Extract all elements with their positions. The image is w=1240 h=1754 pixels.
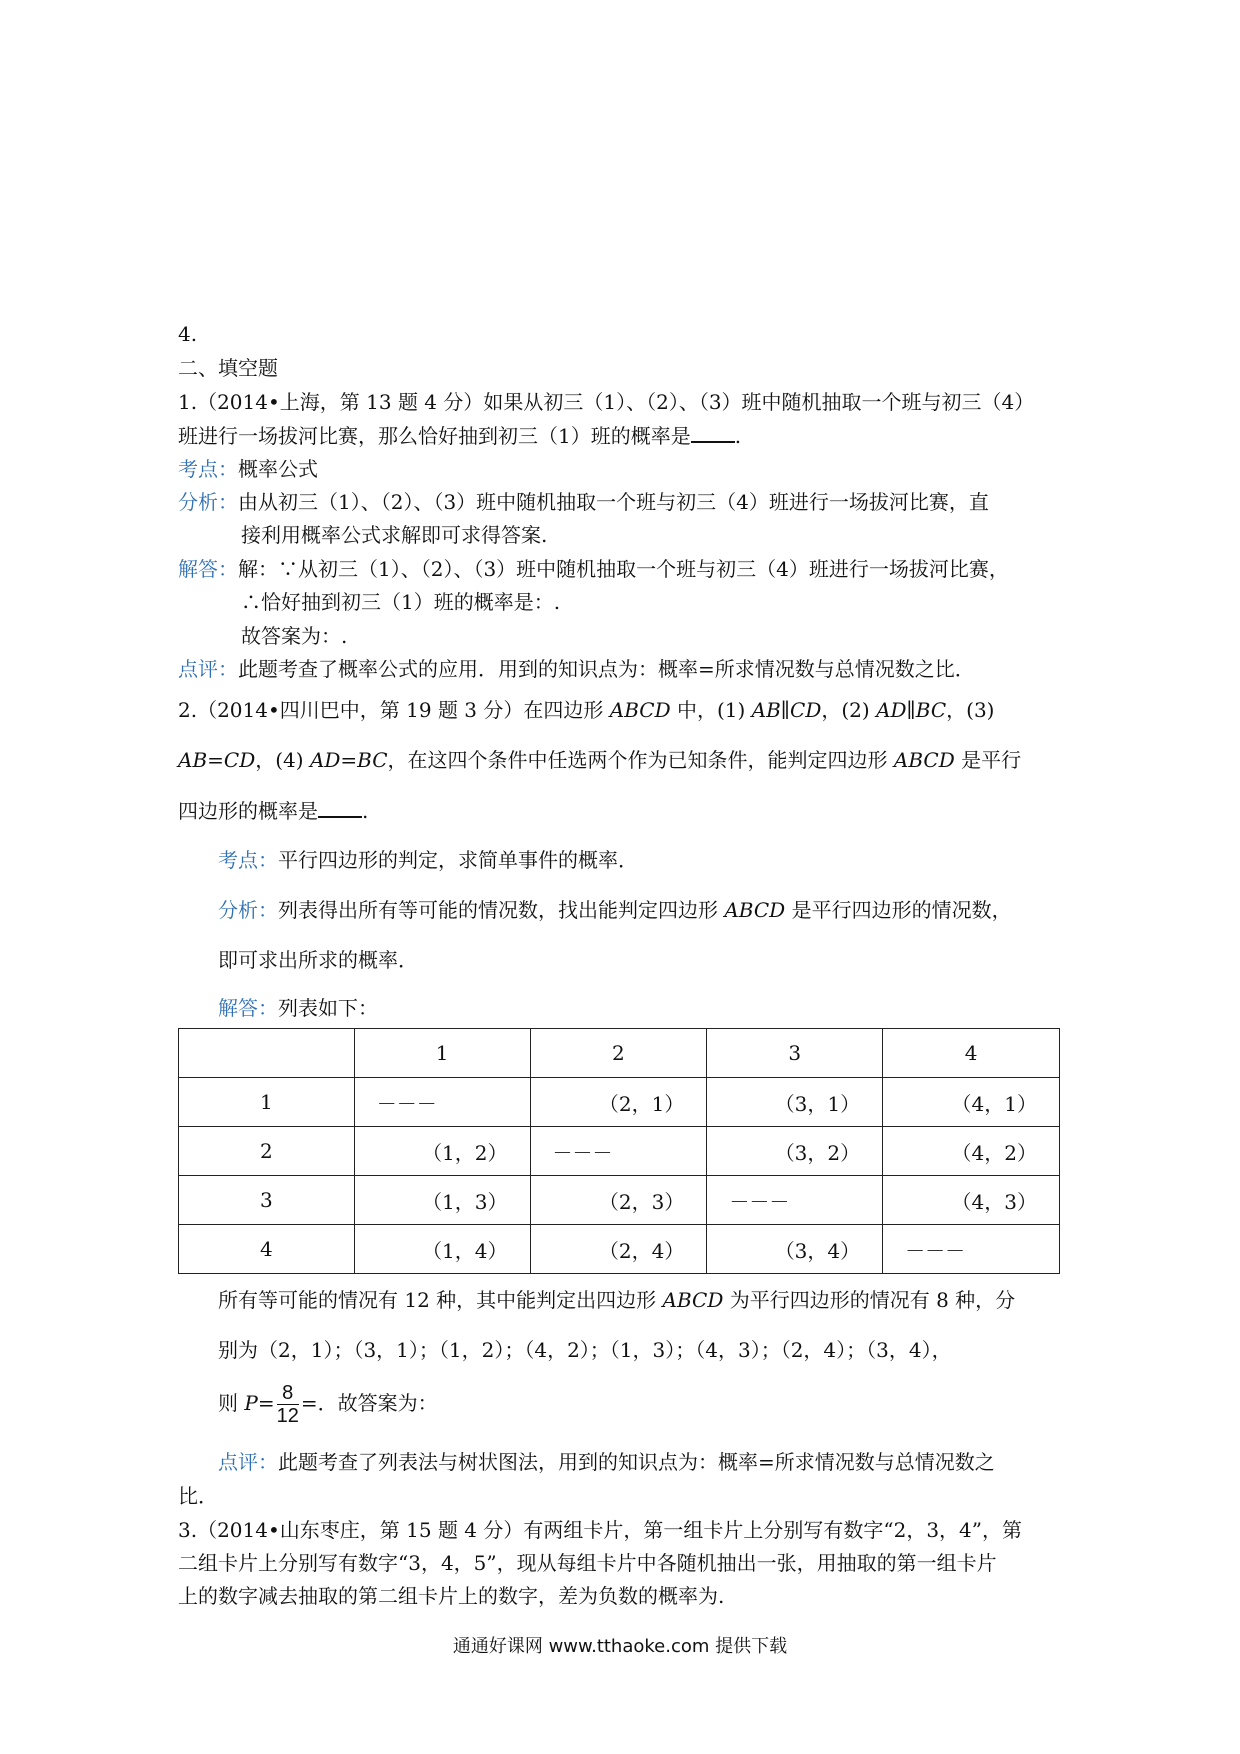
table-header-row	[179, 1029, 1060, 1078]
q2-line2-c: ，在这四个条件中任选两个作为已知条件，能判定四边形	[387, 748, 894, 772]
table-row-header: 2	[179, 1127, 355, 1176]
q2-fenxi-label: 分析：	[218, 898, 278, 922]
q2-fraction	[277, 1382, 299, 1427]
q2-after-line1-a: 所有等可能的情况有 12 种，其中能判定出四边形	[218, 1288, 663, 1312]
table-header-cell	[179, 1029, 355, 1078]
q2-line3-body: 四边形的概率是	[178, 799, 318, 823]
table-row-header: 3	[179, 1176, 355, 1225]
q1-kaodian	[178, 455, 318, 483]
q2-ab-equals-cd: AB=CD	[178, 748, 256, 772]
q2-abcd: ABCD	[609, 698, 671, 722]
q1-answer-blank	[691, 421, 735, 443]
q1-text-line2-end: .	[734, 424, 742, 448]
q1-jieda-line2: ∴恰好抽到初三（1）班的概率是：.	[241, 590, 561, 614]
q2-dianping-line2: 比．	[178, 1484, 218, 1508]
table-cell: （1，4）	[354, 1225, 530, 1274]
table-cell: （3，2）	[707, 1127, 883, 1176]
prev-question-number: 4.	[178, 322, 198, 346]
table-row	[179, 1225, 1060, 1274]
q1-fenxi-line2: 接利用概率公式求解即可求得答案.	[241, 523, 548, 547]
q2-text-line2	[178, 746, 1021, 774]
table-header-cell: 4	[883, 1029, 1060, 1078]
q1-dianping-text: 此题考查了概率公式的应用．用到的知识点为：概率=所求情况数与总情况数之比．	[238, 657, 975, 681]
q1-kaodian-label: 考点：	[178, 457, 238, 481]
q2-ad-parallel-bc: AD∥BC	[876, 698, 947, 722]
q2-jieda	[218, 994, 378, 1022]
q1-text-line2-body: 班进行一场拔河比赛，那么恰好抽到初三（1）班的概率是	[178, 424, 691, 448]
section-title: 二、填空题	[178, 356, 278, 380]
q2-ad-equals-bc: AD=BC	[309, 748, 388, 772]
q1-jieda-line1: 解：∵从初三（1）、（2）、（3）班中随机抽取一个班与初三（4）班进行一场拔河比赛，	[238, 557, 1009, 581]
q2-after-line3-a: 则	[218, 1391, 245, 1415]
q2-line1-d: ，(3)	[946, 698, 995, 722]
q2-kaodian-text: 平行四边形的判定，求简单事件的概率．	[278, 848, 638, 872]
q1-fenxi-line1: 由从初三（1）、（2）、（3）班中随机抽取一个班与初三（4）班进行一场拔河比赛，直	[238, 490, 989, 514]
q2-text-line3	[178, 796, 368, 825]
q1-fenxi-label: 分析：	[178, 490, 238, 514]
q2-after-line1-b: 为平行四边形的情况有 8 种，分	[723, 1288, 1016, 1312]
q1-jieda-line3: 故答案为：.	[241, 624, 348, 648]
q2-fenxi-line2: 即可求出所求的概率．	[218, 948, 418, 972]
q1-text-line1: 1.（2014•上海，第 13 题 4 分）如果从初三（1）、（2）、（3）班中随机抽取一个班与初三（4）	[178, 390, 1035, 414]
q1-kaodian-text: 概率公式	[238, 457, 318, 481]
q2-line2-b: ，(4)	[255, 748, 310, 772]
q1-dianping-label: 点评：	[178, 657, 238, 681]
q2-abcd-4: ABCD	[662, 1288, 724, 1312]
table-cell: （2，4）	[530, 1225, 707, 1274]
q1-jieda-label: 解答：	[178, 557, 238, 581]
table-cell: （2，3）	[530, 1176, 707, 1225]
q1-jieda	[178, 555, 1009, 583]
q2-line1-c: ，(2)	[821, 698, 877, 722]
probability-table	[178, 1028, 1060, 1274]
table-cell: （2，1）	[530, 1078, 707, 1127]
q3-text-line2: 二组卡片上分别写有数字“3，4，5”，现从每组卡片中各随机抽出一张，用抽取的第一组卡片	[178, 1551, 997, 1575]
q2-after-line3	[218, 1382, 438, 1427]
q2-fraction-numerator: 8	[277, 1382, 299, 1405]
table-cell: －－－	[354, 1078, 530, 1127]
table-row	[179, 1078, 1060, 1127]
q2-line1-a: 2.（2014•四川巴中，第 19 题 3 分）在四边形	[178, 698, 610, 722]
table-cell: （4，2）	[883, 1127, 1060, 1176]
table-cell: （4，3）	[883, 1176, 1060, 1225]
q2-text-line1	[178, 696, 995, 724]
q1-dianping	[178, 655, 975, 683]
q2-abcd-3: ABCD	[724, 898, 786, 922]
q2-after-line2: 别为（2，1）；（3，1）；（1，2）；（4，2）；（1，3）；（4，3）；（2，4）；（3，4），	[218, 1338, 952, 1362]
q2-jieda-label: 解答：	[218, 996, 278, 1020]
table-cell: －－－	[707, 1176, 883, 1225]
table-cell: （1，3）	[354, 1176, 530, 1225]
table-row-header: 1	[179, 1078, 355, 1127]
table-header-cell: 3	[707, 1029, 883, 1078]
q2-fraction-denominator: 12	[276, 1405, 299, 1427]
table-cell: （3，1）	[707, 1078, 883, 1127]
q2-p-variable: P	[244, 1391, 258, 1415]
q2-dianping-label: 点评：	[218, 1450, 278, 1474]
q2-after-line1	[218, 1286, 1015, 1314]
table-cell: （4，1）	[883, 1078, 1060, 1127]
q2-fenxi	[218, 896, 1012, 924]
q2-equals-sign: =	[257, 1391, 275, 1415]
table-header-cell: 1	[354, 1029, 530, 1078]
q2-answer-blank	[318, 796, 362, 818]
table-row-header: 4	[179, 1225, 355, 1274]
q2-abcd-2: ABCD	[893, 748, 955, 772]
q3-text-line1: 3.（2014•山东枣庄，第 15 题 4 分）有两组卡片，第一组卡片上分别写有数字“2，3，4”，第	[178, 1518, 1023, 1542]
table-cell: －－－	[883, 1225, 1060, 1274]
table-row	[179, 1176, 1060, 1225]
table-cell: （1，2）	[354, 1127, 530, 1176]
page-footer: 通通好课网 www.tthaoke.com 提供下载	[452, 1636, 788, 1657]
q2-dianping	[218, 1448, 995, 1476]
table-cell: （3，4）	[707, 1225, 883, 1274]
q2-kaodian-label: 考点：	[218, 848, 278, 872]
q3-text-line3: 上的数字减去抽取的第二组卡片上的数字，差为负数的概率为.	[178, 1584, 725, 1608]
table-row	[179, 1127, 1060, 1176]
q2-line1-b: 中，(1)	[670, 698, 752, 722]
q2-jieda-text: 列表如下：	[278, 996, 378, 1020]
q2-ab-parallel-cd: AB∥CD	[751, 698, 822, 722]
q1-text-line2	[178, 421, 741, 450]
q2-dianping-line1: 此题考查了列表法与树状图法，用到的知识点为：概率=所求情况数与总情况数之	[278, 1450, 995, 1474]
q1-fenxi	[178, 488, 989, 516]
table-cell: －－－	[530, 1127, 707, 1176]
q2-after-line3-b: =．故答案为：	[300, 1391, 438, 1415]
q2-fenxi-line1-b: 是平行四边形的情况数，	[785, 898, 1012, 922]
q2-kaodian	[218, 846, 638, 874]
table-header-cell: 2	[530, 1029, 707, 1078]
q2-fenxi-line1-a: 列表得出所有等可能的情况数，找出能判定四边形	[278, 898, 725, 922]
q2-line2-d: 是平行	[954, 748, 1022, 772]
q2-line3-end: .	[362, 799, 369, 823]
